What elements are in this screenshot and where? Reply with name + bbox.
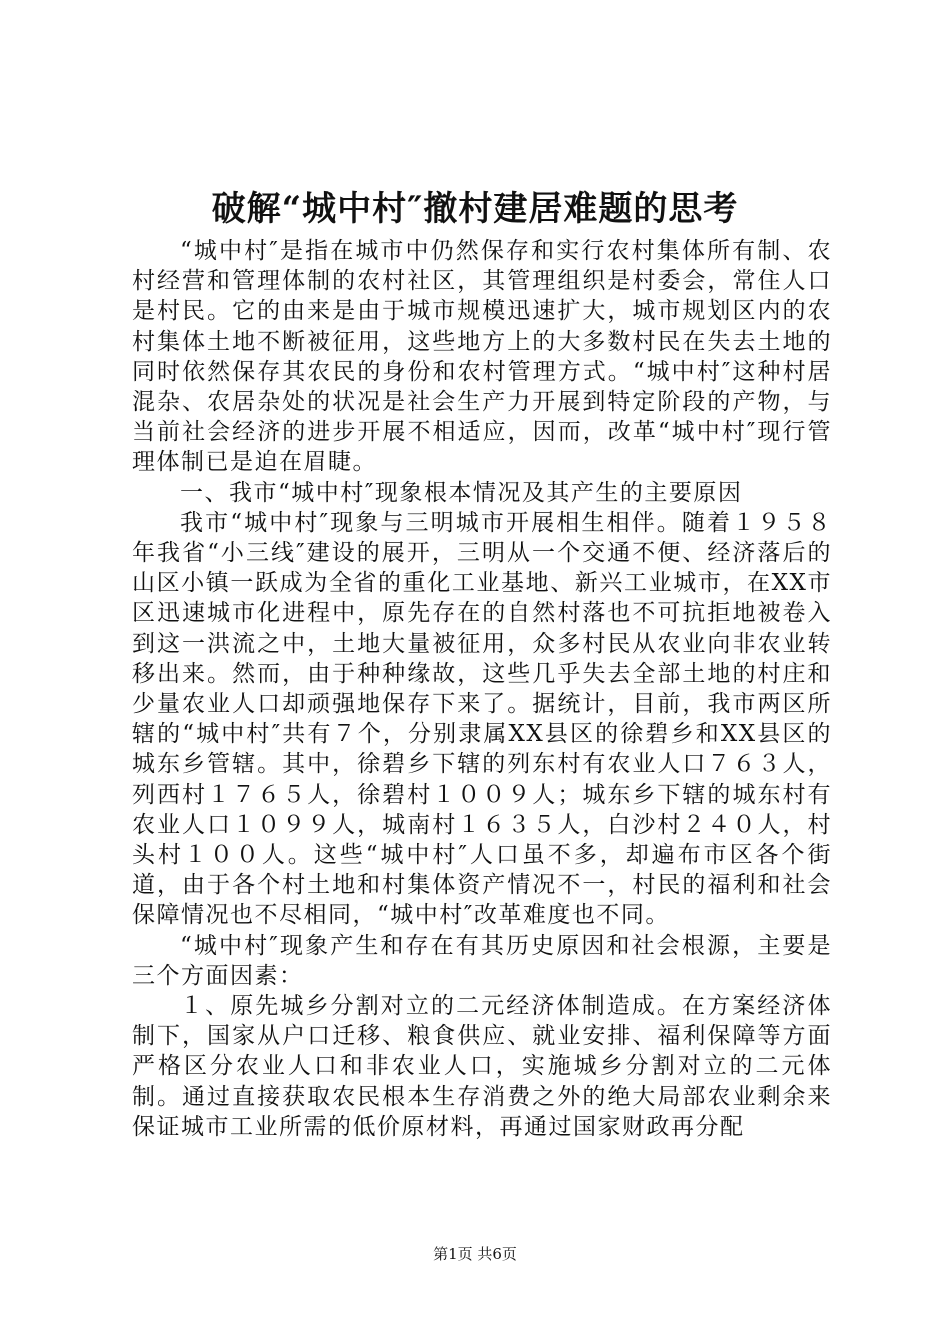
- document-body: [132, 236, 832, 1142]
- paragraph-intro: “城中村″是指在城市中仍然保存和实行农村集体所有制、农村经营和管理体制的农村社区，其管理组织是村委会，常住人口是村民。它的由来是由于城市规模迅速扩大，城市规划区内的农村集体土地不断被征用，这些地方上的大多数村民在失去土地的同时依然保存其农民的身份和农村管理方式。“城中村″这种村居混杂、农居杂处的状况是社会生产力开展到特定阶段的产物，与当前社会经济的进步开展不相适应，因而，改革“城中村″现行管理体制已是迫在眉睫。: [132, 238, 832, 476]
- document-title: 破解“城中村″撤村建居难题的思考: [211, 189, 739, 229]
- page-footer: 第1页 共6页: [433, 1245, 517, 1263]
- paragraph-cause-1: １、原先城乡分割对立的二元经济体制造成。在方案经济体制下，国家从户口迁移、粮食供应、就业安排、福利保障等方面严格区分农业人口和非农业人口，实施城乡分割对立的二元体制。通过直接获取农民根本生存消费之外的绝大局部农业剩余来保证城市工业所需的低价原材料，再通过国家财政再分配: [132, 993, 832, 1140]
- paragraph-background: 我市“城中村″现象与三明城市开展相生相伴。随着１９５８年我省“小三线″建设的展开，三明从一个交通不便、经济落后的山区小镇一跃成为全省的重化工业基地、新兴工业城市，在XX市区迅速城市化进程中，原先存在的自然村落也不可抗拒地被卷入到这一洪流之中，土地大量被征用，众多村民从农业向非农业转移出来。然而，由于种种缘故，这些几乎失去全部土地的村庄和少量农业人口却顽强地保存下来了。据统计，目前，我市两区所辖的“城中村″共有７个，分别隶属XX县区的徐碧乡和XX县区的城东乡管辖。其中，徐碧乡下辖的列东村有农业人口７６３人，列西村１７６５人，徐碧村１００９人；城东乡下辖的城东村有农业人口１０９９人，城南村１６３５人，白沙村２４０人，村头村１００人。这些“城中村″人口虽不多，却遍布市区各个街道，由于各个村土地和村集体资产情况不一，村民的福利和社会保障情况也不尽相同，“城中村″改革难度也不同。: [132, 509, 832, 929]
- paragraph-causes-intro: “城中村″现象产生和存在有其历史原因和社会根源，主要是三个方面因素：: [132, 932, 832, 989]
- section-heading-1: 一、我市“城中村″现象根本情况及其产生的主要原因: [180, 479, 743, 506]
